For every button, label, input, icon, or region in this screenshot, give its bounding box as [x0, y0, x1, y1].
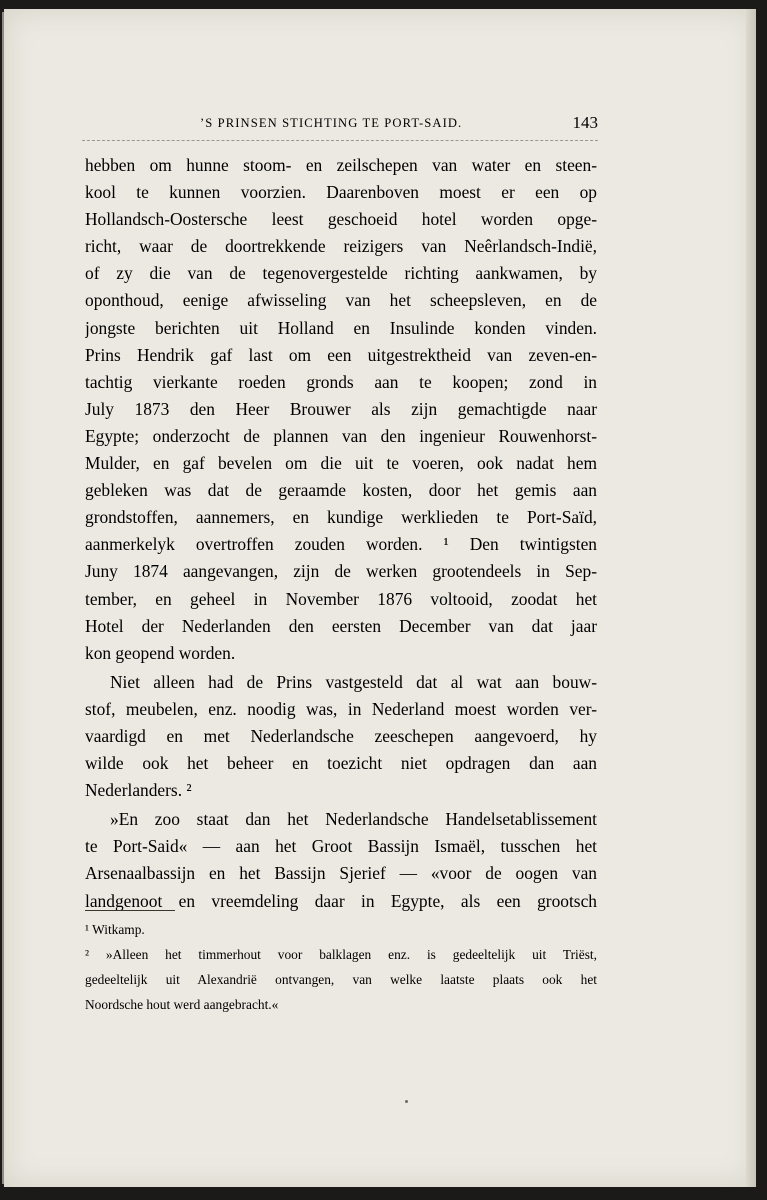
text-line: oponthoud, eenige afwisseling van het scheepsleven, en de: [85, 290, 597, 311]
running-header: [82, 113, 598, 136]
text-line: Egypte; onderzocht de plannen van den ingenieur Rouwenhorst-: [85, 425, 597, 446]
footnote-line: Noordsche hout werd aangebracht.«: [85, 997, 279, 1012]
text-line: tember, en geheel in November 1876 voltooid, zoodat het: [85, 588, 597, 609]
text-line: grondstoffen, aannemers, en kundige werklieden te Port-Saïd,: [85, 507, 597, 528]
footnotes: [85, 910, 597, 1017]
text-line: te Port-Said« — aan het Groot Bassijn Ismaël, tusschen het: [85, 836, 597, 857]
text-line: wilde ook het beheer en toezicht niet opdragen dan aan: [85, 753, 597, 774]
footnote-line: ¹ Witkamp.: [85, 922, 145, 937]
text-line: hebben om hunne stoom- en zeilschepen van water en steen-: [85, 155, 597, 175]
text-line: kon geopend worden.: [85, 642, 236, 663]
running-title: ’S PRINSEN STICHTING TE PORT-SAID.: [200, 116, 463, 130]
footnote-rule: [85, 910, 175, 911]
text-line: richt, waar de doortrekkende reizigers van Neêrlandsch-Indië,: [85, 236, 597, 257]
page-fore-edge: [746, 9, 756, 1187]
header-rule: [82, 140, 598, 144]
footnote-line: gedeeltelijk uit Alexandrië ontvangen, van welke laatste plaats ook het: [85, 972, 597, 987]
text-line: tachtig vierkante roeden gronds aan te koopen; zond in: [85, 371, 597, 392]
text-line: Mulder, en gaf bevelen om die uit te voeren, ook nadat hem: [85, 453, 597, 474]
text-line: jongste berichten uit Holland en Insulinde konden vinden.: [85, 317, 597, 338]
text-line: Niet alleen had de Prins vastgesteld dat al wat aan bouw-: [110, 671, 597, 692]
text-line: Nederlanders. ²: [85, 780, 192, 801]
text-line: July 1873 den Heer Brouwer als zijn gemachtigde naar: [85, 398, 597, 419]
text-line: vaardigd en met Nederlandsche zeeschepen aangevoerd, hy: [85, 725, 597, 746]
text-line: Juny 1874 aangevangen, zijn de werken grootendeels in Sep-: [85, 561, 597, 582]
text-line: Hollandsch-Oostersche leest geschoeid hotel worden opge-: [85, 209, 597, 230]
text-line: aanmerkelyk overtroffen zouden worden. ¹ Den twintigsten: [85, 534, 597, 555]
text-line: stof, meubelen, enz. noodig was, in Nederland moest worden ver-: [85, 698, 597, 719]
text-line: of zy die van de tegenovergestelde richting aankwamen, by: [85, 263, 597, 284]
paper-speck: [405, 1100, 408, 1103]
text-line: Prins Hendrik gaf last om een uitgestrektheid van zeven-en-: [85, 344, 597, 365]
text-line: »En zoo staat dan het Nederlandsche Handelsetablissement: [110, 809, 597, 830]
footnote-line: ² »Alleen het timmerhout voor balklagen enz. is gedeeltelijk uit Triëst,: [85, 947, 597, 962]
text-line: kool te kunnen voorzien. Daarenboven moest er een op: [85, 182, 597, 203]
text-line: Hotel der Nederlanden den eersten December van dat jaar: [85, 615, 597, 636]
text-line: gebleken was dat de geraamde kosten, door het gemis aan: [85, 480, 597, 501]
page-number: 143: [572, 113, 598, 132]
text-line: landgenoot en vreemdeling daar in Egypte, als een grootsch: [85, 890, 597, 911]
body-text: [85, 152, 597, 915]
text-line: Arsenaalbassijn en het Bassijn Sjerief — «voor de oogen van: [85, 863, 597, 884]
